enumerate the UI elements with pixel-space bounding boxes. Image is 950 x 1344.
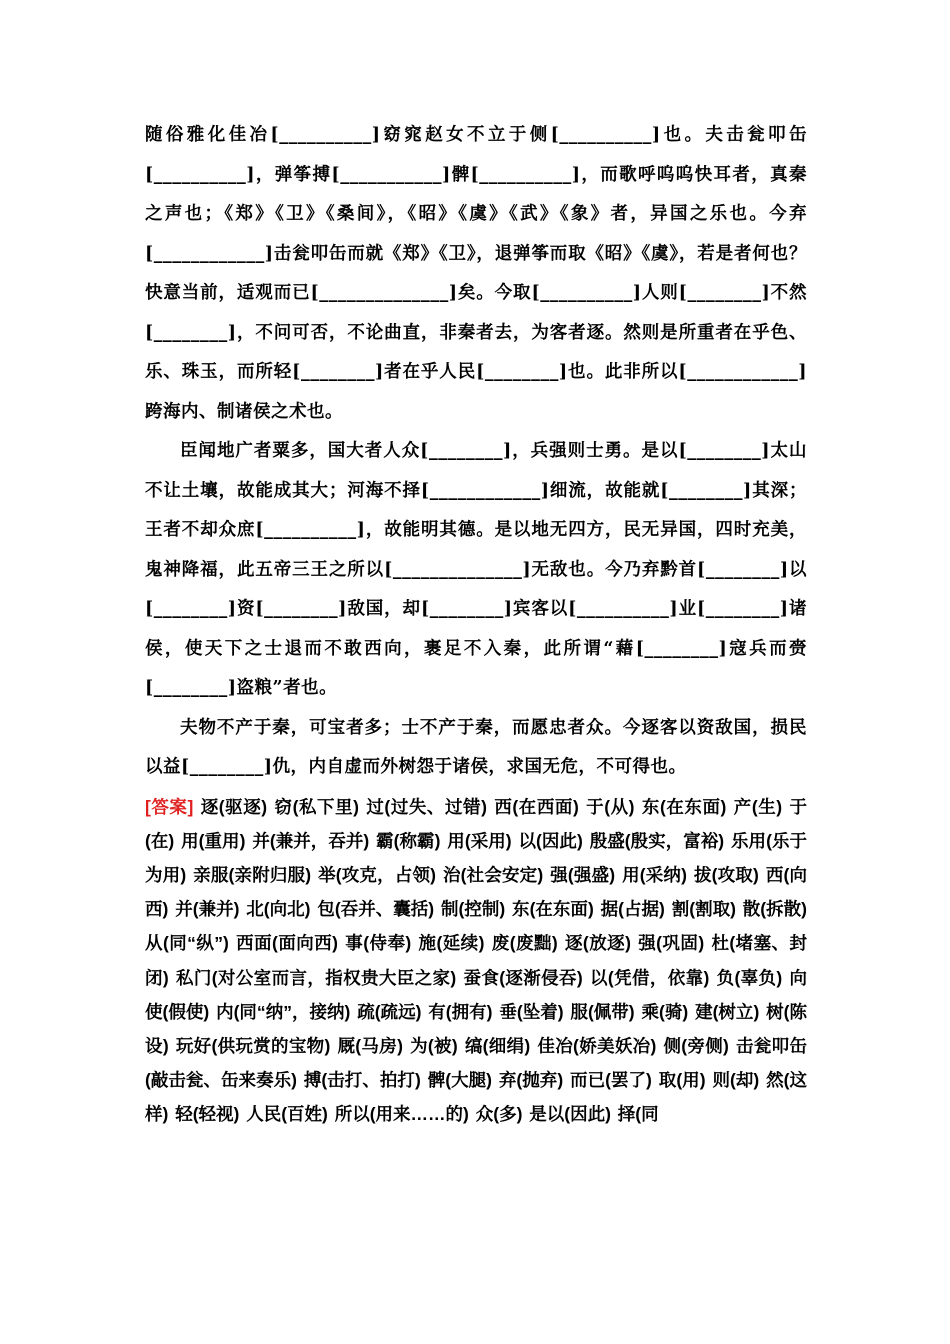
document-page <box>145 116 807 1132</box>
passage-paragraph-1: 随俗雅化佳冶[__________]窈窕赵女不立于侧[__________]也。夫击瓮叩缶[__________]，弹筝搏[___________]髀[__________]，而歌呼呜呜快耳者，真秦之声也；《郑》《卫》《桑间》，《昭》《虞》《武》《象》者，异国之乐也。今弃[____________]击瓮叩缶而就《郑》《卫》，退弹筝而取《昭》《虞》，若是者何也？快意当前，适观而已[______________]矣。今取[__________]人则[________]不然[________]，不问可否，不论曲直，非秦者去，为客者逐。然则是所重者在乎色、乐、珠玉，而所轻[________]者在乎人民[________]也。此非所以[____________]跨海内、制诸侯之术也。 <box>145 125 807 422</box>
answer-block <box>145 790 807 1132</box>
answer-label: [答案] <box>145 796 194 817</box>
passage-paragraph-2: 臣闻地广者粟多，国大者人众[________]，兵强则士勇。是以[________]太山不让土壤，故能成其大；河海不择[____________]细流，故能就[________]其深；王者不却众庶[__________]，故能明其德。是以地无四方，民无异国，四时充美，鬼神降福，此五帝三王之所以[______________]无敌也。今乃弃黔首[________]以[________]资[________]敌国，却[________]宾客以[__________]业[________]诸侯，使天下之士退而不敢西向，裹足不入秦，此所谓“藉[________]寇兵而赍[________]盗粮”者也。 <box>145 441 807 698</box>
passage-paragraph-3: 夫物不产于秦，可宝者多；士不产于秦，而愿忠者众。今逐客以资敌国，损民以益[________]仇，内自虚而外树怨于诸侯，求国无危，不可得也。 <box>145 717 807 777</box>
answer-text: 逐(驱逐) 窃(私下里) 过(过失、过错) 西(在西面) 于(从) 东(在东面) 产(生) 于(在) 用(重用) 并(兼并，吞并) 霸(称霸) 用(采用) 以(因此) 殷盛(殷实，富裕) 乐用(乐于为用) 亲服(亲附归服) 举(攻克，占领) 治(社会安定) 强(强盛) 用(采纳) 拔(攻取) 西(向西) 并(兼并) 北(向北) 包(吞并、囊括) 制(控制) 东(在东面) 据(占据) 割(割取) 散(拆散) 从(同“纵”) 西面(面向西) 事(侍奉) 施(延续) 废(废黜) 逐(放逐) 强(巩固) 杜(堵塞、封闭) 私门(对公室而言，指权贵大臣之家) 蚕食(逐渐侵吞) 以(凭借，依靠) 负(辜负) 向使(假使) 内(同“纳”，接纳) 疏(疏远) 有(拥有) 垂(坠着) 服(佩带) 乘(骑) 建(树立) 树(陈设) 玩好(供玩赏的宝物) 厩(马房) 为(被) 缟(细绢) 佳冶(娇美妖冶) 侧(旁侧) 击瓮叩缶(敲击瓮、缶来奏乐) 搏(击打、拍打) 髀(大腿) 弃(抛弃) 而已(罢了) 取(用) 则(却) 然(这样) 轻(轻视) 人民(百姓) 所以(用来……的) 众(多) 是以(因此) 择(同 <box>145 796 808 1125</box>
